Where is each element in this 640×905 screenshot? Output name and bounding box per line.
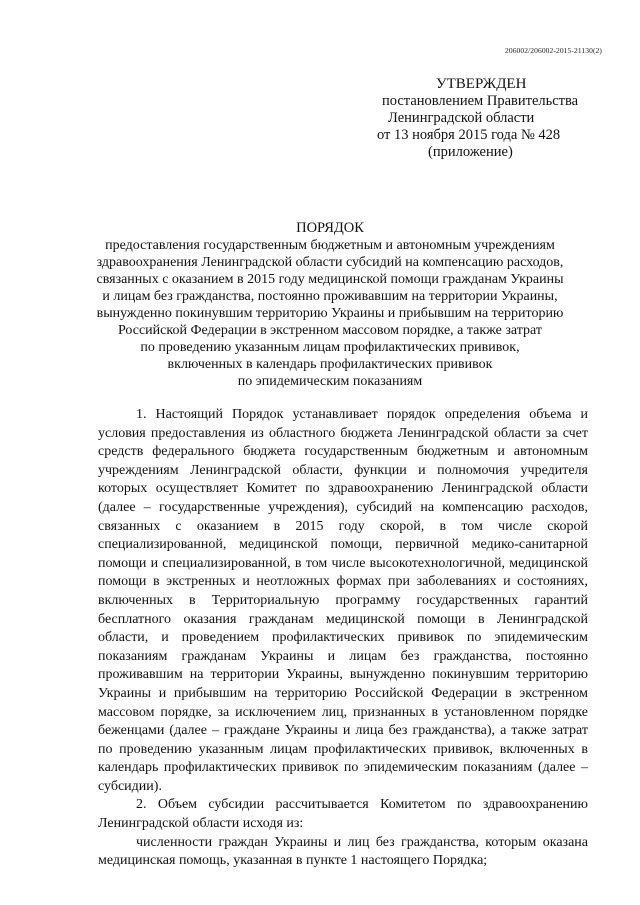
approval-block	[372, 76, 612, 161]
approval-date: от 13 ноября 2015 года № 428	[377, 127, 561, 143]
title-line: по эпидемическим показаниям	[237, 374, 423, 389]
document-body	[98, 406, 588, 871]
approval-region: Ленинградской области	[388, 110, 535, 126]
title-line: здравоохранения Ленинградской области субсидий на компенсацию расходов,	[96, 255, 564, 270]
title-line: включенных в календарь профилактических прививок	[167, 357, 493, 372]
title-line: предоставления государственным бюджетным и автономным учреждениям	[105, 238, 555, 253]
document-heading: ПОРЯДОК	[296, 220, 364, 236]
title-line: вынужденно покинувшим территорию Украины и прибывшим на территорию	[96, 306, 564, 321]
title-line: по проведению указанным лицам профилактических прививок,	[140, 340, 520, 355]
paragraph-1: 1. Настоящий Порядок устанавливает порядок определения объема и условия предоставления из областного бюджета Ленинградской области за счет средств федерального бюджета государственным бюджетным и автономным учреждениям Ленинградской области, функции и полномочия учредителя которых осуществляет Комитет по здравоохранению Ленинградской области (далее – государственные учреждения), субсидий на компенсацию расходов, связанных с оказанием в 2015 году скорой, в том числе скорой специализированной, медицинской помощи, первичной медико-санитарной помощи и специализированной, в том числе высокотехнологичной, медицинской помощи в экстренных и неотложных формах при заболеваниях и состояниях, включенных в Территориальную программу государственных гарантий бесплатного оказания гражданам медицинской помощи в Ленинградской области, и проведением профилактических прививок по эпидемическим показаниям гражданам Украины и лицам без гражданства, постоянно проживавшим на территории Украины, вынужденно покинувшим территорию Украины и прибывшим на территорию Российской Федерации в экстренном массовом порядке, за исключением лиц, признанных в установленном порядке беженцами (далее – граждане Украины и лица без гражданства), а также затрат по проведению указанным лицам профилактических прививок, включенных в календарь профилактических прививок по эпидемическим показаниям (далее – субсидии).	[98, 407, 588, 794]
title-line: и лицам без гражданства, постоянно проживавшим на территории Украины,	[102, 289, 558, 304]
approval-appendix: (приложение)	[428, 144, 513, 160]
paragraph-3: численности граждан Украины и лиц без гражданства, которым оказана медицинская помощь, указанная в пункте 1 настоящего Порядка;	[98, 834, 588, 869]
paragraph-2: 2. Объем субсидии рассчитывается Комитетом по здравоохранению Ленинградской области исходя из:	[98, 797, 588, 832]
title-line: Российской Федерации в экстренном массовом порядке, а также затрат	[117, 323, 543, 338]
document-title-block	[90, 220, 570, 390]
title-line: связанных с оказанием в 2015 году медицинской помощи гражданам Украины	[96, 272, 564, 287]
document-code: 206002/206002-2015-21130(2)	[505, 46, 602, 55]
approval-approved: УТВЕРЖДЕН	[436, 76, 527, 92]
approval-decree: постановлением Правительства	[382, 93, 579, 109]
